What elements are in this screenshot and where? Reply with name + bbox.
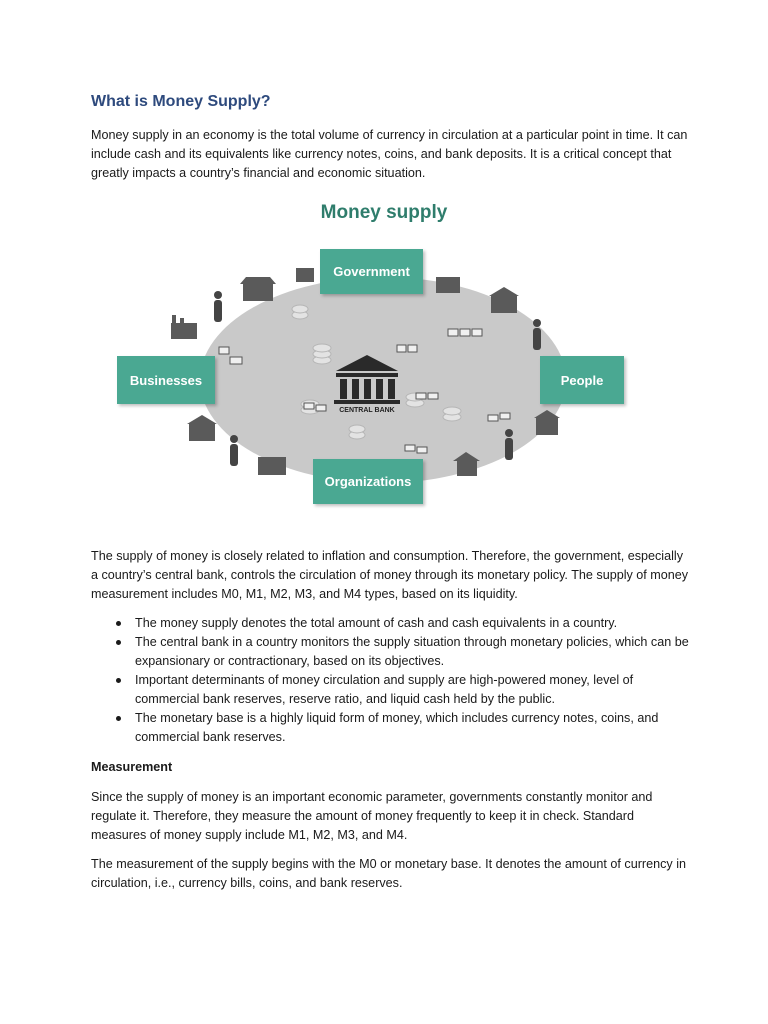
section-heading-measurement: Measurement [91,760,173,774]
list-item [91,633,691,671]
node-government: Government [320,249,423,294]
list-item-text: The money supply denotes the total amount of cash and cash equivalents in a country. [135,616,618,630]
list-item [91,671,691,709]
bullet-icon [116,621,121,626]
list-item-text: The monetary base is a highly liquid form of money, which includes currency notes, coins, and commercial bank reserves. [135,711,659,744]
bullet-icon [116,678,121,683]
diagram-title: Money supply [320,202,448,223]
body-paragraph-inflation: The supply of money is closely related to inflation and consumption. Therefore, the government, especially a country’s central bank, controls the circulation of money through its monetary policy. The supply of money measurement includes M0, M1, M2, M3, and M4 types, based on its liquidity. [91,549,689,601]
list-item [91,709,691,747]
money-supply-diagram [0,195,768,515]
list-item-text: Important determinants of money circulation and supply are high-powered money, level of commercial bank reserves, reserve ratio, and liquid cash held by the public. [135,673,634,706]
bullet-icon [116,716,121,721]
node-businesses: Businesses [117,356,215,404]
central-bank-label: CENTRAL BANK [339,407,395,414]
list-item [91,614,691,633]
key-points-list [91,614,691,747]
body-paragraph-measurement: Since the supply of money is an important economic parameter, governments constantly monitor and regulate it. Therefore, they measure the amount of money frequently to keep it in check. Standard measures of money supply include M1, M2, M3, and M4. [91,790,653,842]
body-paragraph-m0: The measurement of the supply begins with the M0 or monetary base. It denotes the amount of currency in circulation, i.e., currency bills, coins, and bank reserves. [91,857,687,890]
node-people: People [540,356,624,404]
intro-paragraph: Money supply in an economy is the total volume of currency in circulation at a particular point in time. It can include cash and its equivalents like currency notes, coins, and bank deposits. It is a critical concept that greatly impacts a country’s financial and economic situation. [91,128,688,180]
bullet-icon [116,640,121,645]
node-organizations: Organizations [313,459,423,504]
list-item-text: The central bank in a country monitors the supply situation through monetary policies, which can be expansionary or contractionary, based on its objectives. [135,635,689,668]
page-title: What is Money Supply? [91,93,271,110]
